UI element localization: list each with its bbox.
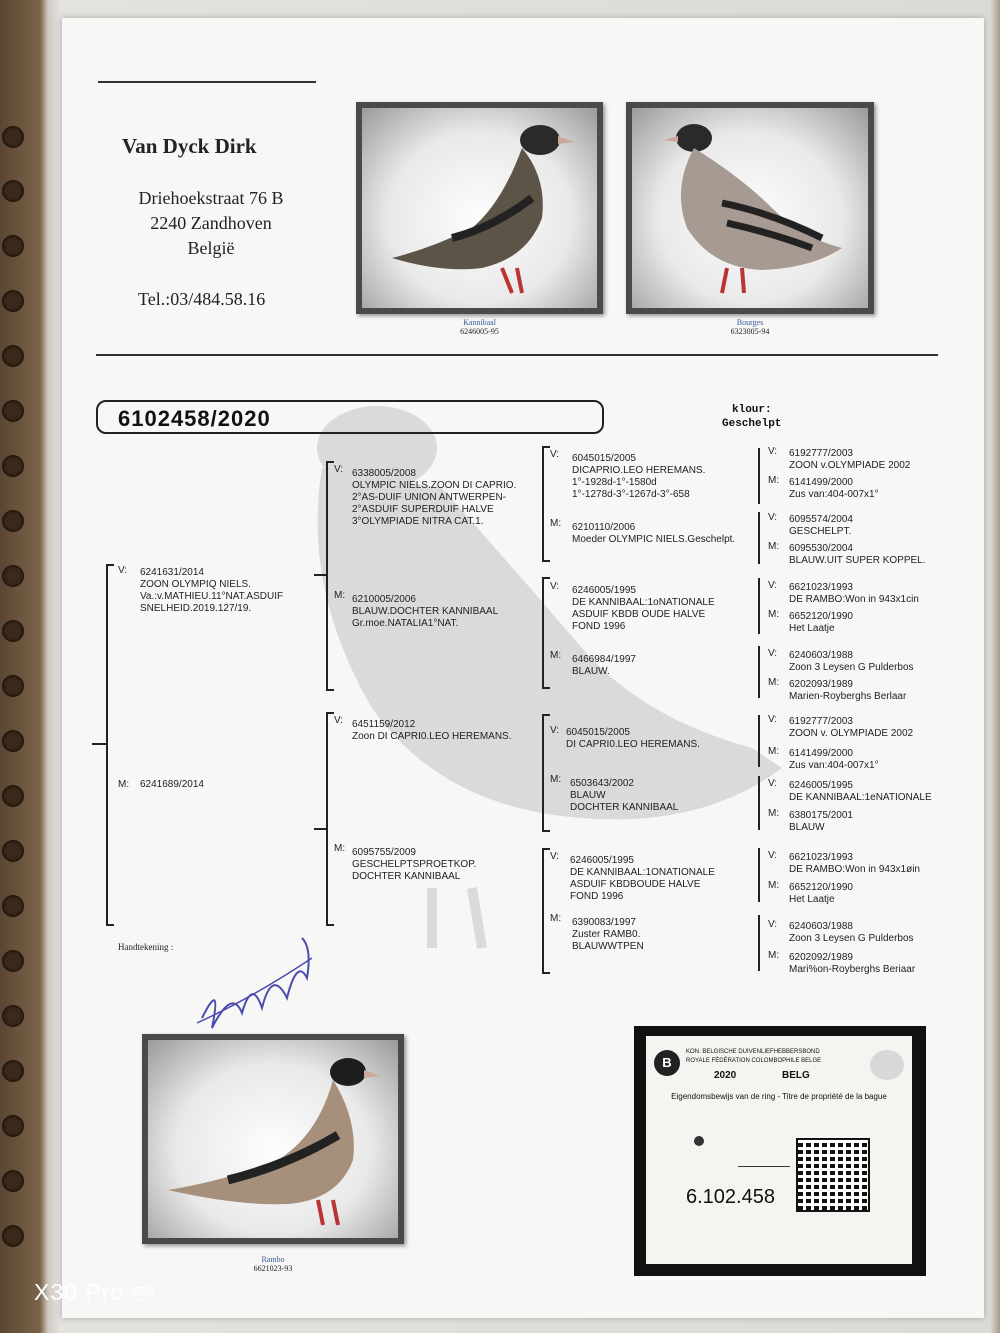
- g3-tag: M:: [550, 518, 562, 529]
- g4-tag: M:: [768, 746, 780, 757]
- g4-text: 6240603/1988 Zoon 3 Leysen G Pulderbos: [789, 921, 914, 944]
- g2-text: 6338005/2008 OLYMPIC NIELS.ZOON DI CAPRIO. 2°AS-DUIF UNION ANTWERPEN- 2°ASDUIF SUPERDUIF HALVE 3°OLYMPIADE NITRA CAT.1.: [352, 468, 517, 527]
- g4-tag: M:: [768, 808, 780, 819]
- dam-tag: M:: [118, 779, 130, 790]
- bracket-g4: [758, 646, 760, 698]
- hologram-dot-icon: [694, 1136, 704, 1146]
- g3-text: 6390083/1997 Zuster RAMB0. BLAUWWTPEN: [572, 917, 644, 952]
- g3-text: 6246005/1995 DE KANNIBAAL:1oNATIONALE ASDUIF KBDB OUDE HALVE FOND 1996: [572, 585, 715, 632]
- owner-address: [126, 186, 296, 261]
- dam-text: 6241689/2014: [140, 779, 204, 790]
- punch-hole: [2, 620, 24, 642]
- punch-hole: [2, 510, 24, 532]
- g3-text: 6045015/2005 DICAPRIO.LEO HEREMANS. 1°-1928d-1°-1580d 1°-1278d-3°-1267d-3°-658: [572, 453, 706, 500]
- punch-hole: [2, 1005, 24, 1027]
- g3-tag: V:: [550, 851, 560, 862]
- punch-hole: [2, 675, 24, 697]
- colour-label: klour:: [732, 404, 772, 416]
- punch-hole: [2, 235, 24, 257]
- owner-city: 2240 Zandhoven: [150, 213, 272, 233]
- g4-text: 6192777/2003 ZOON v.OLYMPIADE 2002: [789, 448, 911, 471]
- signature-label: Handtekening :: [118, 942, 174, 952]
- camera-model: X30 Pro: [34, 1279, 125, 1305]
- g3-text: 6503643/2002 BLAUW DOCHTER KANNIBAAL: [570, 778, 679, 813]
- g3-text: 6210110/2006 Moeder OLYMPIC NIELS.Geschelpt.: [572, 522, 736, 545]
- g2-text: 6451159/2012 Zoon DI CAPRI0.LEO HEREMANS.: [352, 719, 512, 742]
- ring-number: 6102458/2020: [118, 406, 271, 431]
- g4-text: 6621023/1993 DE RAMBO:Won in 943x1øin: [789, 852, 920, 875]
- ring-certificate: [634, 1026, 926, 1276]
- punch-hole: [2, 455, 24, 477]
- photo-bourges: [626, 102, 874, 314]
- sire-tag: V:: [118, 565, 128, 576]
- punch-hole: [2, 1115, 24, 1137]
- g4-text: 6202092/1989 Mari%on-Royberghs Beriaar: [789, 952, 916, 975]
- qr-code-icon: [798, 1140, 868, 1210]
- g4-tag: M:: [768, 541, 780, 552]
- cert-title: Eigendomsbewijs van de ring - Titre de propriété de la bague: [671, 1092, 887, 1101]
- punch-hole: [2, 565, 24, 587]
- g3-text: 6466984/1997 BLAUW.: [572, 654, 636, 677]
- bracket-g4: [758, 848, 760, 902]
- top-rule: [98, 81, 316, 83]
- punch-hole: [2, 180, 24, 202]
- g4-tag: V:: [768, 446, 778, 457]
- bracket-g3: [542, 848, 544, 974]
- bracket-g2-bottom: [326, 712, 328, 926]
- bracket-g3: [542, 446, 544, 562]
- pigeon-icon: [148, 1040, 398, 1238]
- kbdb-logo-icon: B: [654, 1050, 680, 1076]
- camera-watermark: [34, 1279, 153, 1306]
- owner-name: Van Dyck Dirk: [122, 134, 257, 158]
- g4-tag: V:: [768, 778, 778, 789]
- photo-bourges-ring: 6323005-94: [730, 327, 770, 336]
- photo-kannibaal-ring: 6246005-95: [460, 327, 499, 336]
- pigeon-icon: [632, 108, 868, 308]
- g4-tag: M:: [768, 677, 780, 688]
- g3-tag: V:: [550, 449, 560, 460]
- g4-text: 6192777/2003 ZOON v. OLYMPIADE 2002: [789, 716, 914, 739]
- g4-tag: M:: [768, 950, 780, 961]
- g2-text: 6095755/2009 GESCHELPTSPROETKOP. DOCHTER KANNIBAAL: [352, 847, 477, 882]
- punch-hole: [2, 895, 24, 917]
- photo-rambo: [142, 1034, 404, 1244]
- g4-tag: M:: [768, 880, 780, 891]
- photo-kannibaal-name: Kannibaal: [463, 318, 496, 327]
- g4-tag: V:: [768, 850, 778, 861]
- g4-text: 6095574/2004 GESCHELPT.: [789, 514, 853, 537]
- g2-tag: M:: [334, 843, 346, 854]
- punch-hole: [2, 785, 24, 807]
- photo-kannibaal: [356, 102, 603, 314]
- bracket-g4: [758, 448, 760, 504]
- bracket-g4: [758, 512, 760, 564]
- punch-hole: [2, 840, 24, 862]
- g4-tag: V:: [768, 919, 778, 930]
- g4-text: 6652120/1990 Het Laatje: [789, 882, 853, 905]
- g4-text: 6141499/2000 Zus van:404-007x1°: [789, 477, 879, 500]
- g2-text: 6210005/2006 BLAUW.DOCHTER KANNIBAAL Gr.moe.NATALIA1°NAT.: [352, 594, 499, 629]
- photo-bourges-name: Bourges: [736, 318, 764, 327]
- g4-text: 6621023/1993 DE RAMBO:Won in 943x1cin: [789, 582, 919, 605]
- bracket-g1: [106, 564, 108, 926]
- g4-tag: V:: [768, 580, 778, 591]
- g4-tag: V:: [768, 648, 778, 659]
- bracket-g3: [542, 577, 544, 689]
- g3-tag: M:: [550, 774, 562, 785]
- punch-hole: [2, 1225, 24, 1247]
- g4-tag: M:: [768, 475, 780, 486]
- federation-seal-icon: [870, 1050, 904, 1080]
- signature-icon: [192, 918, 322, 1038]
- cert-year: 2020: [714, 1070, 737, 1081]
- punch-hole: [2, 126, 24, 148]
- g3-text: 6045015/2005 DI CAPRI0.LEO HEREMANS.: [566, 727, 700, 750]
- g4-text: 6652120/1990 Het Laatje: [789, 611, 853, 634]
- punch-hole: [2, 400, 24, 422]
- g3-text: 6246005/1995 DE KANNIBAAL:1ONATIONALE ASDUIF KBDBOUDE HALVE FOND 1996: [570, 855, 715, 902]
- g3-tag: M:: [550, 913, 562, 924]
- bracket-g4: [758, 578, 760, 634]
- punch-hole: [2, 730, 24, 752]
- owner-country: België: [187, 238, 235, 258]
- punch-hole: [2, 1060, 24, 1082]
- g4-text: 6095530/2004 BLAUW.UIT SUPER KOPPEL.: [789, 543, 926, 566]
- pigeon-icon: [362, 108, 597, 308]
- cert-country: BELG: [782, 1070, 810, 1081]
- photo-rambo-ring: 6621023-93: [253, 1264, 293, 1273]
- ring-number-box: [96, 400, 604, 434]
- g4-text: 6202093/1989 Marien-Royberghs Berlaar: [789, 679, 907, 702]
- owner-phone: Tel.:03/484.58.16: [138, 289, 266, 309]
- g3-tag: V:: [550, 581, 560, 592]
- owner-street: Driehoekstraat 76 B: [138, 188, 284, 208]
- network-badge: 5G: [132, 1287, 153, 1300]
- g4-text: 6246005/1995 DE KANNIBAAL:1eNATIONALE: [789, 780, 932, 803]
- g4-text: 6240603/1988 Zoon 3 Leysen G Pulderbos: [789, 650, 914, 673]
- punch-hole: [2, 290, 24, 312]
- photo-rambo-name: Rambo: [261, 1255, 285, 1264]
- g3-tag: M:: [550, 650, 562, 661]
- bracket-g4: [758, 715, 760, 767]
- colour-value: Geschelpt: [722, 418, 782, 430]
- g4-tag: M:: [768, 609, 780, 620]
- g2-tag: V:: [334, 715, 344, 726]
- punch-hole: [2, 950, 24, 972]
- pedigree-sheet: [62, 18, 984, 1318]
- g2-tag: V:: [334, 464, 344, 475]
- g4-text: 6380175/2001 BLAUW: [789, 810, 853, 833]
- sire-text: 6241631/2014 ZOON OLYMPIQ NIELS. Va.:v.MATHIEU.11°NAT.ASDUIF SNELHEID.2019.127/19.: [140, 567, 284, 614]
- bracket-g2-top: [326, 461, 328, 691]
- g4-text: 6141499/2000 Zus van:404-007x1°: [789, 748, 879, 771]
- bracket-g4: [758, 915, 760, 971]
- g4-tag: V:: [768, 512, 778, 523]
- cert-number: 6.102.458: [686, 1186, 775, 1208]
- bracket-g4: [758, 776, 760, 830]
- org-fr: ROYALE FÉDÉRATION COLOMBOPHILE BELGE: [686, 1058, 822, 1064]
- bracket-g3: [542, 714, 544, 832]
- g3-tag: V:: [550, 725, 560, 736]
- divider-rule: [96, 354, 938, 356]
- g2-tag: M:: [334, 590, 346, 601]
- g4-tag: V:: [768, 714, 778, 725]
- org-nl: KON. BELGISCHE DUIVENLIEFHEBBERSBOND: [686, 1049, 820, 1055]
- punch-hole: [2, 345, 24, 367]
- punch-hole: [2, 1170, 24, 1192]
